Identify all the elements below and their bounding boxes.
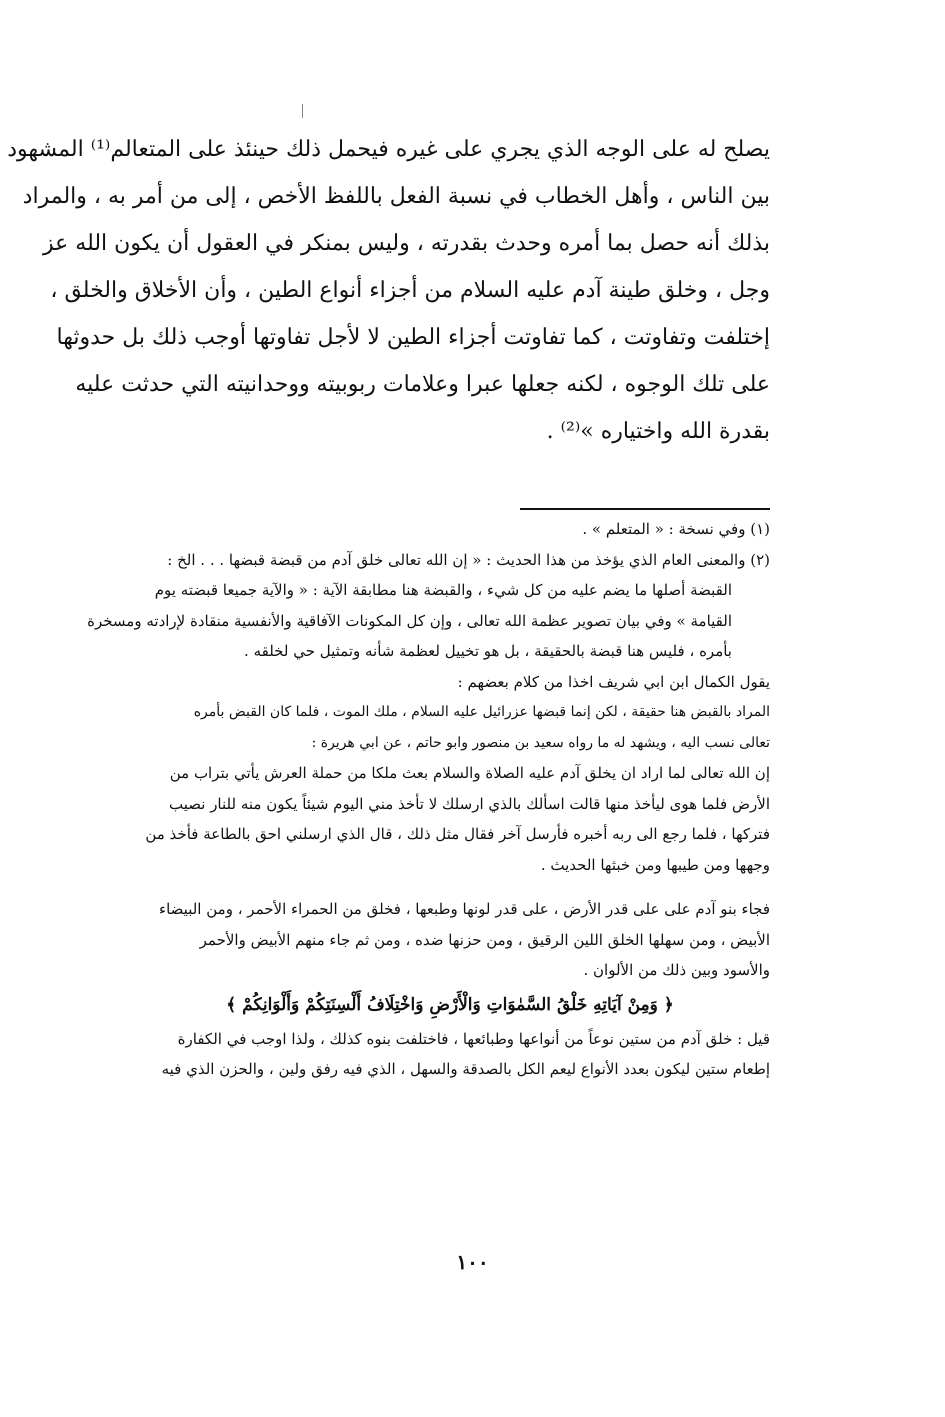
closing-line: إطعام ستين ليكون بعدد الأنواع ليعم الكل بالصدقة والسهل ، الذي فيه رفق ولين ، والحزن الذي فيه xyxy=(161,1060,770,1078)
paragraph-gap xyxy=(50,880,770,894)
footnote-2-line: القبضة أصلها ما يضم عليه من كل شيء ، والقبضة هنا مطابقة الآية : « والآية جميعا قبضته يوم xyxy=(154,581,732,599)
footnote-2-line: (٢) والمعنى العام الذي يؤخذ من هذا الحديث : « إن الله تعالى خلق آدم من قبضة قبضها . . . الخ : xyxy=(167,550,770,569)
quote-line: المراد بالقبض هنا حقيقة ، لكن إنما قبضها عزرائيل عليه السلام ، ملك الموت ، فلما كان القبض بأمره xyxy=(193,704,770,720)
main-text-line: على تلك الوجوه ، لكنه جعلها عبرا وعلامات ربوبيته ووحدانيته التي حدثت عليه xyxy=(75,372,770,397)
hadith-line: فتركها ، فلما رجع الى ربه أخبره فأرسل آخر فقال مثل ذلك ، قال الذي ارسلني احق بالطاعة فأخذ من xyxy=(145,825,770,843)
explanation-line: والأسود وبين ذلك من الألوان . xyxy=(583,961,770,979)
footnote-2-line: القيامة » وفي بيان تصوير عظمة الله تعالى ، وإن كل المكونات الآفاقية والأنفسية منقادة لإرادته ومسخرة xyxy=(87,611,732,630)
main-body-text xyxy=(7,126,770,455)
explanation-line: فجاء بنو آدم على على قدر الأرض ، على قدر لونها وطبعها ، فخلق من الحمراء الأحمر ، ومن البيضاء xyxy=(159,900,770,918)
closing-line: قيل : خلق آدم من ستين نوعاً من أنواعها وطبائعها ، فاختلفت بنوه كذلك ، ولذا اوجب في الكفارة xyxy=(177,1029,770,1048)
main-text-line: إختلفت وتفاوتت ، كما تفاوتت أجزاء الطين لا لأجل تفاوتها أوجب ذلك بل حدوثها xyxy=(56,325,770,350)
main-text-line: بذلك أنه حصل بما أمره وحدث بقدرته ، وليس بمنكر في العقول أن يكون الله عز xyxy=(43,231,770,256)
page-number: ١٠٠ xyxy=(456,1250,489,1274)
main-text-line: وجل ، وخلق طينة آدم عليه السلام من أجزاء أنواع الطين ، وأن الأخلاق والخلق ، xyxy=(50,278,770,303)
hadith-line: وجهها ومن طيبها ومن خبثها الحديث . xyxy=(540,855,770,874)
footnote-1: (١) وفي نسخة : « المتعلم » . xyxy=(582,520,770,538)
main-text-line: بين الناس ، وأهل الخطاب في نسبة الفعل باللفظ الأخص ، إلى من أمر به ، والمراد xyxy=(22,184,770,209)
quote-intro: يقول الكمال ابن ابي شريف اخذا من كلام بعضهم : xyxy=(457,672,770,691)
scan-mark xyxy=(302,104,303,118)
footnotes-section xyxy=(50,514,770,1085)
quran-verse: ﴿ وَمِنْ آيَاتِهِ خَلْقُ السَّمٰوَاتِ وَالْأَرْضِ وَاخْتِلَافُ أَلْسِنَتِكُمْ وَأَلْوَانِكُمْ ﴾ xyxy=(226,994,674,1015)
main-text-line: يصلح له على الوجه الذي يجري على غيره فيحمل ذلك حينئذ على المتعالم⁽¹⁾ المشهود xyxy=(7,137,770,162)
footnote-2 xyxy=(50,545,770,667)
quote-line: تعالى نسب اليه ، ويشهد له ما رواه سعيد بن منصور وابو حاتم ، عن ابي هريرة : xyxy=(311,734,770,751)
main-text-line: بقدرة الله واختياره »⁽²⁾ . xyxy=(546,419,770,444)
footnote-2-line: بأمره ، فليس هنا قبضة بالحقيقة ، بل هو تخييل لعظمة شأنه وتمثيل حي لخلقه . xyxy=(244,642,732,660)
explanation-line: الأبيض ، ومن سهلها الخلق اللين الرقيق ، ومن حزنها ضده ، ومن ثم جاء منهم الأبيض والأحمر xyxy=(199,930,770,949)
hadith-line: الأرض فلما هوى ليأخذ منها قالت اسألك بالذي ارسلك لا تأخذ مني اليوم شيئاً يكون منه للنار نصيب xyxy=(168,794,770,813)
footnote-divider xyxy=(520,508,770,510)
hadith-line: إن الله تعالى لما اراد ان يخلق آدم عليه الصلاة والسلام بعث ملكا من حملة العرش يأتي بتراب من xyxy=(169,764,770,782)
